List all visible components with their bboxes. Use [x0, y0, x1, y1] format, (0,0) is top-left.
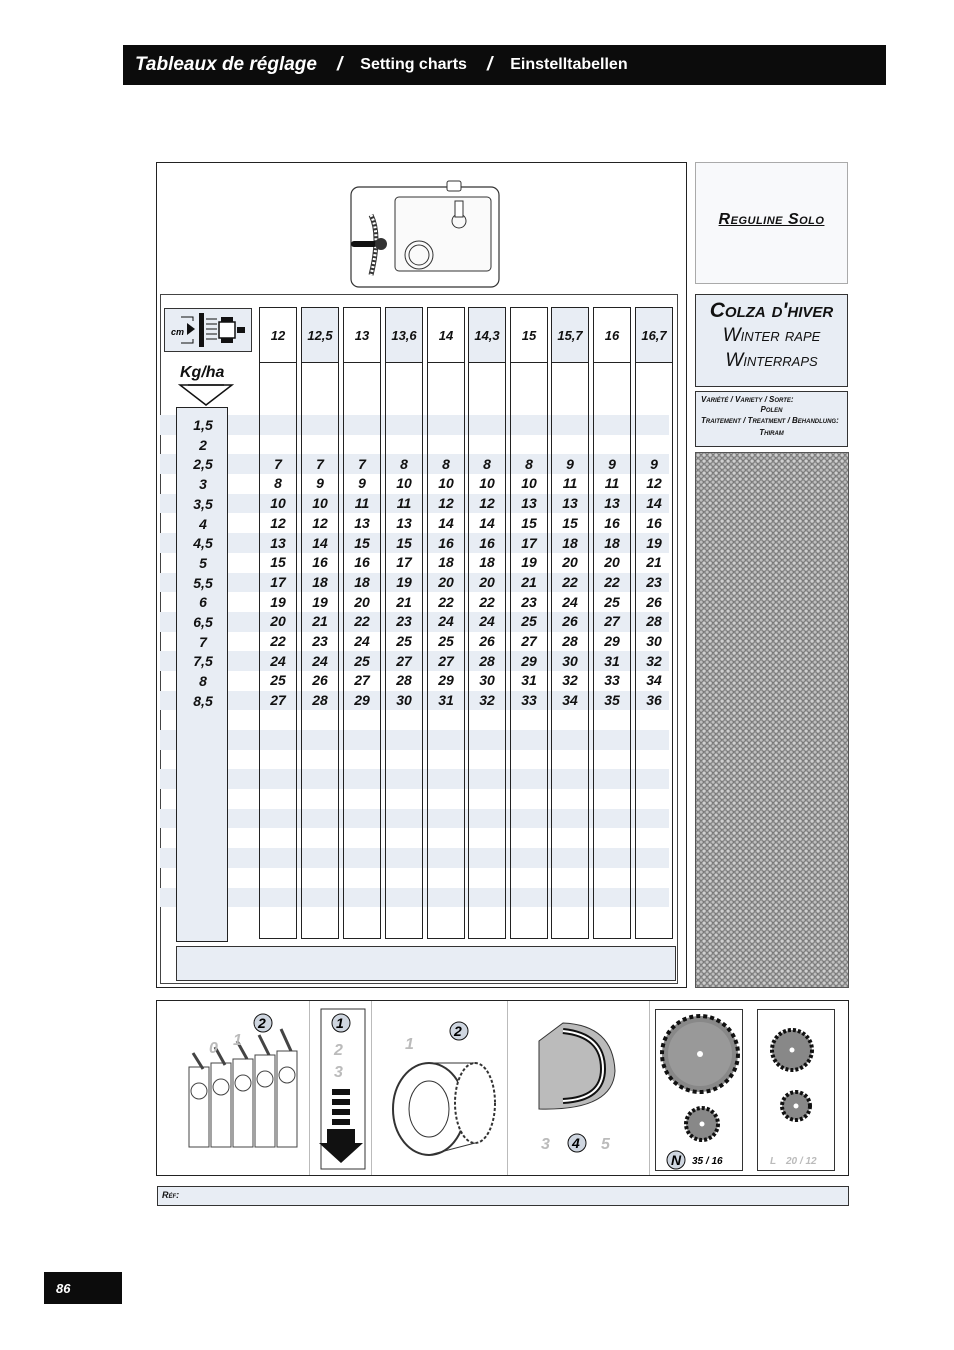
table-cell: 15 [354, 534, 370, 551]
table-cell: 28 [479, 652, 495, 669]
seed-photo [695, 452, 849, 988]
table-cell: 21 [521, 573, 537, 590]
product-panel [695, 162, 848, 284]
width-header: 14,3 [468, 307, 506, 363]
table-cell: 21 [312, 613, 328, 630]
rate-column [176, 407, 228, 942]
table-cell: 9 [316, 475, 324, 492]
flap-faded-3: 3 [541, 1136, 550, 1153]
table-cell: 28 [312, 692, 328, 709]
table-cell: 31 [521, 672, 537, 689]
sprocket-l-ratio: 20 / 12 [786, 1156, 817, 1167]
table-cell: 10 [396, 475, 412, 492]
working-width-icon [164, 308, 252, 352]
table-cell: 23 [646, 573, 662, 590]
table-cell: 25 [604, 593, 620, 610]
table-cell: 21 [396, 593, 412, 610]
table-cell: 29 [604, 633, 620, 649]
table-cell: 24 [270, 652, 286, 669]
table-cell: 8 [483, 455, 491, 472]
width-header: 16,7 [635, 307, 673, 363]
table-cell: 27 [354, 672, 370, 689]
table-cell: 16 [312, 554, 328, 571]
gear-selected: 1 [336, 1015, 344, 1031]
table-cell: 22 [270, 633, 286, 649]
table-cell: 23 [396, 613, 412, 630]
table-cell: 23 [521, 593, 537, 610]
settings-strip [156, 1000, 849, 1176]
table-cell: 15 [396, 534, 412, 551]
table-cell: 23 [312, 633, 328, 649]
table-cell: 16 [438, 534, 454, 551]
table-cell: 25 [521, 613, 537, 630]
table-cell: 13 [354, 514, 370, 531]
rate-label: 5,5 [193, 574, 213, 591]
variety-value: Polen [760, 405, 783, 414]
rate-label: 2 [199, 436, 207, 453]
table-cell: 24 [354, 633, 370, 649]
page-number: 86 [44, 1272, 122, 1304]
table-cell: 26 [646, 593, 662, 610]
table-cell: 22 [479, 593, 495, 610]
table-cell: 29 [521, 652, 537, 669]
table-cell: 25 [438, 633, 454, 649]
table-cell: 14 [312, 534, 328, 551]
table-cell: 9 [650, 455, 658, 472]
flap-gauge-illustration [523, 1011, 647, 1161]
table-cell: 20 [604, 554, 620, 571]
table-cell: 32 [646, 652, 662, 669]
table-cell: 8 [525, 455, 533, 472]
table-cell: 12 [270, 514, 286, 531]
table-cell: 16 [604, 514, 620, 531]
crop-name-de: Winterraps [725, 350, 818, 371]
table-cell: 18 [604, 534, 620, 551]
table-cell: 31 [604, 652, 620, 669]
table-cell: 30 [396, 692, 412, 709]
table-cell: 16 [479, 534, 495, 551]
crop-name-fr: Colza d'hiver [709, 299, 834, 322]
table-cell: 10 [438, 475, 454, 492]
table-cell: 27 [270, 692, 286, 709]
table-cell: 33 [604, 672, 620, 689]
table-cell: 18 [479, 554, 495, 571]
rate-label: 8 [199, 673, 207, 690]
table-cell: 36 [646, 692, 662, 709]
table-cell: 22 [354, 613, 370, 630]
table-cell: 27 [438, 652, 454, 669]
table-cell: 20 [438, 573, 454, 590]
table-cell: 13 [521, 495, 537, 512]
table-cell: 33 [521, 692, 537, 709]
table-cell: 28 [562, 633, 578, 649]
rate-label: 5 [199, 554, 207, 571]
table-cell: 7 [316, 455, 324, 472]
title-separator: / [486, 54, 493, 75]
table-cell: 20 [479, 573, 495, 590]
table-cell: 15 [521, 514, 537, 531]
table-cell: 18 [562, 534, 578, 551]
table-cell: 25 [396, 633, 412, 649]
table-cell: 32 [562, 672, 578, 689]
table-cell: 34 [646, 672, 662, 689]
flap-faded-5: 5 [601, 1136, 610, 1153]
unit-label: Kg/ha [180, 364, 225, 381]
table-cell: 7 [274, 455, 282, 472]
table-cell: 29 [438, 672, 454, 689]
table-cell: 13 [604, 495, 620, 512]
cm-label: cm [171, 327, 185, 337]
table-cell: 11 [604, 475, 620, 492]
wheel-selected: 2 [454, 1023, 462, 1039]
table-cell: 14 [479, 514, 495, 531]
table-cell: 26 [562, 613, 578, 630]
table-cell: 17 [521, 534, 537, 551]
table-cell: 13 [562, 495, 578, 512]
table-cell: 28 [396, 672, 412, 689]
table-cell: 8 [274, 475, 282, 492]
drive-wheel-illustration [381, 1011, 503, 1171]
table-cell: 30 [646, 633, 662, 649]
table-cell: 10 [270, 495, 286, 512]
table-cell: 30 [562, 652, 578, 669]
reference-field: Réf: [157, 1186, 849, 1206]
table-cell: 13 [270, 534, 286, 551]
table-cell: 24 [312, 652, 328, 669]
table-cell: 15 [270, 554, 286, 571]
lever-pos-selected: 2 [258, 1015, 266, 1031]
table-cell: 24 [479, 613, 495, 630]
lever-pos-1: 1 [233, 1032, 242, 1049]
table-cell: 34 [562, 692, 578, 709]
width-header: 12 [259, 307, 297, 363]
table-cell: 27 [396, 652, 412, 669]
rate-label: 8,5 [193, 692, 213, 709]
width-header: 15 [510, 307, 548, 363]
width-header: 16 [593, 307, 631, 363]
arrow-down-icon [178, 383, 234, 407]
lever-setting-illustration [179, 1007, 307, 1173]
rate-label: 4,5 [193, 535, 213, 552]
table-cell: 18 [312, 573, 328, 590]
table-cell: 9 [566, 455, 574, 472]
table-cell: 26 [479, 633, 495, 649]
title-en: Setting charts [360, 56, 467, 73]
product-name: Reguline Solo [718, 211, 825, 228]
table-cell: 25 [270, 672, 286, 689]
table-cell: 25 [354, 652, 370, 669]
table-cell: 21 [646, 554, 662, 571]
width-header: 15,7 [551, 307, 589, 363]
rate-label: 1,5 [193, 417, 213, 433]
treatment-label: Traitement / Treatment / Behandlung: [701, 416, 839, 425]
table-cell: 20 [562, 554, 578, 571]
seeder-device-icon [345, 175, 505, 293]
table-cell: 19 [396, 573, 412, 590]
table-cell: 32 [479, 692, 495, 709]
table-cell: 10 [521, 475, 537, 492]
page-header [123, 45, 886, 85]
width-header: 13 [343, 307, 381, 363]
title-fr: Tableaux de réglage [135, 54, 317, 75]
flap-selected: 4 [572, 1135, 580, 1151]
table-cell: 22 [562, 573, 578, 590]
table-cell: 12 [312, 514, 328, 531]
table-cell: 20 [270, 613, 286, 630]
gear-faded-3: 3 [334, 1064, 343, 1081]
table-cell: 13 [396, 514, 412, 531]
treatment-value: Thiram [759, 428, 784, 437]
table-cell: 20 [354, 593, 370, 610]
notes-bar [176, 946, 676, 981]
width-header: 14 [427, 307, 465, 363]
sprocket-l-icon [758, 1010, 834, 1170]
table-cell: 12 [646, 475, 662, 492]
table-cell: 28 [646, 613, 662, 630]
table-cell: 7 [358, 455, 366, 472]
table-cell: 24 [438, 613, 454, 630]
rate-label: 7 [199, 633, 207, 650]
gearbox-selector [319, 1007, 367, 1173]
table-cell: 19 [646, 534, 662, 551]
gear-faded-2: 2 [334, 1042, 343, 1059]
crop-name-en: Winter rape [722, 325, 821, 346]
rate-label: 3,5 [193, 495, 213, 512]
table-cell: 16 [354, 554, 370, 571]
table-cell: 9 [608, 455, 616, 472]
table-cell: 8 [400, 455, 408, 472]
table-cell: 10 [479, 475, 495, 492]
table-cell: 19 [270, 593, 286, 610]
table-cell: 24 [562, 593, 578, 610]
sprocket-n-icon [656, 1010, 742, 1170]
table-cell: 30 [479, 672, 495, 689]
table-cell: 26 [312, 672, 328, 689]
table-cell: 16 [646, 514, 662, 531]
width-header: 12,5 [301, 307, 339, 363]
table-cell: 9 [358, 475, 366, 492]
rate-label: 2,5 [193, 456, 213, 473]
sprocket-n-ratio: 35 / 16 [692, 1156, 723, 1167]
table-cell: 12 [479, 495, 495, 512]
rate-label: 6,5 [193, 614, 213, 630]
rate-label: 7,5 [193, 653, 213, 670]
sprocket-n-panel [655, 1009, 743, 1171]
table-cell: 27 [604, 613, 620, 630]
variety-panel [695, 391, 848, 447]
table-cell: 22 [604, 573, 620, 590]
rate-label: 6 [199, 594, 207, 611]
table-cell: 18 [354, 573, 370, 590]
table-cell: 29 [354, 692, 370, 709]
table-cell: 14 [438, 514, 454, 531]
table-cell: 8 [442, 455, 450, 472]
table-cell: 22 [438, 593, 454, 610]
table-cell: 12 [438, 495, 454, 512]
sprocket-l-label: L [770, 1156, 777, 1167]
table-cell: 15 [562, 514, 578, 531]
table-cell: 18 [438, 554, 454, 571]
rate-label: 4 [199, 515, 207, 532]
table-cell: 27 [521, 633, 537, 649]
width-header: 13,6 [385, 307, 423, 363]
wheel-faded: 1 [405, 1036, 414, 1053]
table-cell: 31 [438, 692, 454, 709]
sprocket-l-panel [757, 1009, 835, 1171]
table-cell: 10 [312, 495, 328, 512]
table-cell: 11 [562, 475, 578, 492]
variety-label: Variété / Variety / Sorte: [701, 395, 794, 404]
table-cell: 14 [646, 495, 662, 512]
crop-panel [695, 294, 848, 387]
table-cell: 17 [270, 573, 286, 590]
table-cell: 19 [521, 554, 537, 571]
table-cell: 11 [354, 495, 370, 512]
rate-label: 3 [199, 476, 207, 493]
title-de: Einstelltabellen [510, 56, 628, 73]
title-separator: / [336, 54, 343, 75]
table-cell: 19 [312, 593, 328, 610]
sprocket-n-label: N [671, 1152, 682, 1168]
table-cell: 35 [604, 692, 620, 709]
table-cell: 11 [396, 495, 412, 512]
lever-pos-0: 0 [209, 1040, 218, 1057]
table-cell: 17 [396, 554, 412, 571]
